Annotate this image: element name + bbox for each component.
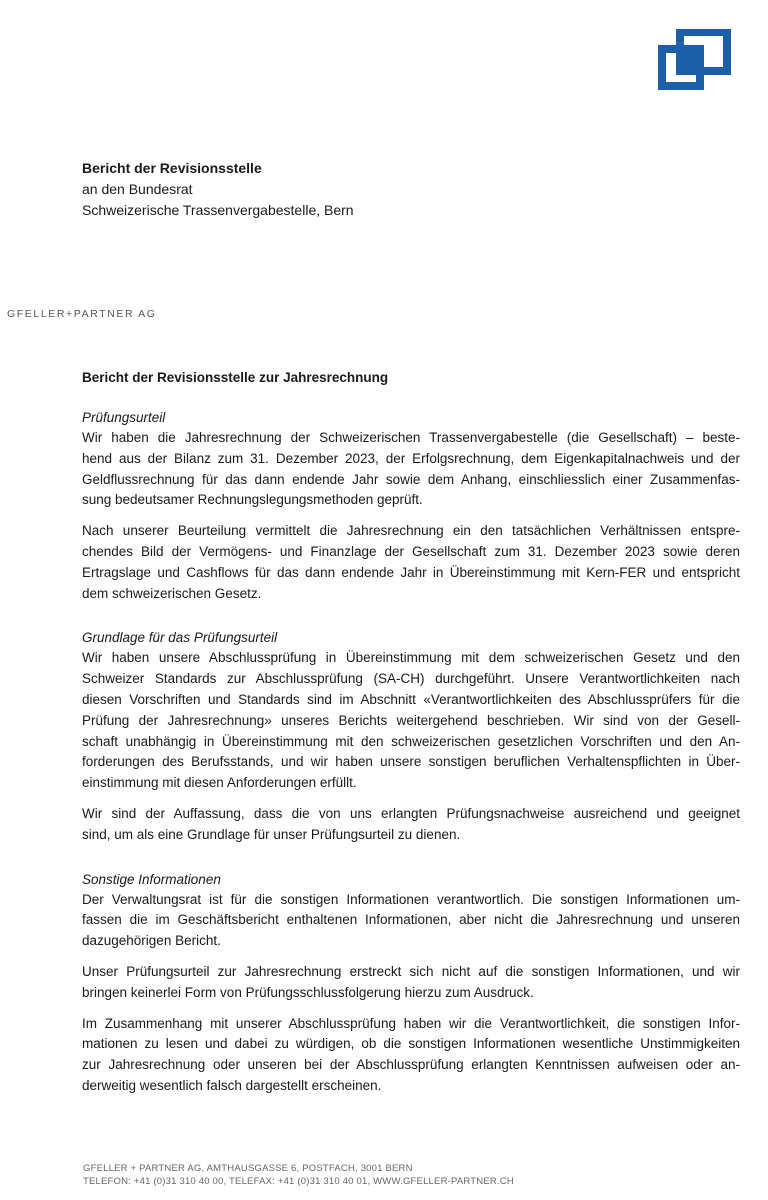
report-section xyxy=(82,627,740,868)
footer-contact: TELEFON: +41 (0)31 310 40 00, TELEFAX: +41 (0)31 310 40 01, WWW.GFELLER-PARTNER.CH xyxy=(83,1176,514,1187)
paragraph-line: schaft unabhängig in Übereinstimmung mit den schweizerischen gesetzlichen Vorschriften und den An- xyxy=(82,733,740,749)
section-spacer xyxy=(82,856,740,869)
paragraph-line: Schweizer Standards zur Abschlussprüfung (SA-CH) durchgeführt. Unsere Verantwortlichkeiten nach xyxy=(82,671,740,687)
paragraph-line: dazugehörigen Bericht. xyxy=(82,933,221,949)
paragraph-line: Ertragslage und Cashflows für das dann endende Jahr in Übereinstimmung mit Kern-FER und entspricht xyxy=(82,564,740,580)
report-section xyxy=(82,407,740,627)
gfeller-partner-logo-icon xyxy=(657,29,732,91)
paragraph-line: fassen die im Geschäftsbericht enthaltenen Informationen, aber nicht die Jahresrechnung und unseren xyxy=(82,912,740,928)
paragraph-line: Unser Prüfungsurteil zur Jahresrechnung erstreckt sich nicht auf die sonstigen Informationen, und wir xyxy=(82,963,740,979)
paragraph-line: Wir sind der Auffassung, dass die von uns erlangten Prüfungsnachweise ausreichend und geeignet xyxy=(82,805,740,821)
paragraph-line: Im Zusammenhang mit unserer Abschlussprüfung haben wir die Verantwortlichkeit, die sonstigen Infor- xyxy=(82,1015,740,1031)
address-organisation: Schweizerische Trassenvergabestelle, Bern xyxy=(82,202,354,218)
paragraph-line: derweitig wesentlich falsch dargestellt erscheinen. xyxy=(82,1077,382,1093)
section-spacer xyxy=(82,614,740,627)
paragraph xyxy=(82,1014,740,1097)
paragraph xyxy=(82,428,740,511)
paragraph-line: Wir haben unsere Abschlussprüfung in Übereinstimmung mit dem schweizerischen Gesetz und den xyxy=(82,650,740,666)
paragraph-line: chendes Bild der Vermögens- und Finanzlage der Gesellschaft zum 31. Dezember 2023 sowie deren xyxy=(82,543,740,559)
paragraph-line: Wir haben die Jahresrechnung der Schweizerischen Trassenvergabestelle (die Gesellschaft) – beste- xyxy=(82,430,740,445)
paragraph-line: mationen zu lesen und dabei zu würdigen, ob die sonstigen Informationen wesentliche Unstimmigkeiten xyxy=(82,1036,740,1052)
report-body xyxy=(82,368,740,1107)
paragraph-line: forderungen des Berufsstands, und wir haben unsere sonstigen beruflichen Verhaltenspflichten in Über- xyxy=(82,754,740,770)
paragraph-line: Geldflussrechnung für das dann endende Jahr sowie dem Anhang, einschliesslich einer Zusammenfas- xyxy=(82,471,740,487)
footer-address: GFELLER + PARTNER AG, AMTHAUSGASSE 6, POSTFACH, 3001 BERN xyxy=(83,1163,413,1174)
paragraph-line: einstimmung mit diesen Anforderungen erfüllt. xyxy=(82,775,357,791)
report-sections xyxy=(82,407,740,1097)
footer xyxy=(83,1162,514,1188)
section-heading: Grundlage für das Prüfungsurteil xyxy=(82,630,278,646)
address-title: Bericht der Revisionsstelle xyxy=(82,160,262,176)
paragraph xyxy=(82,962,740,1004)
paragraph-line: sind, um als eine Grundlage für unser Prüfungsurteil zu dienen. xyxy=(82,826,461,842)
paragraph-line: diesen Vorschriften und Standards sind im Abschnitt «Verantwortlichkeiten des Abschlussprüfers für die xyxy=(82,691,740,707)
paragraph-line: dem schweizerischen Gesetz. xyxy=(82,585,262,601)
firm-name: GFELLER+PARTNER AG xyxy=(7,308,157,320)
address-block xyxy=(82,158,354,221)
paragraph-line: zur Jahresrechnung oder unseren bei der Abschlussprüfung erlangten Kenntnissen aufweisen oder an- xyxy=(82,1057,740,1073)
paragraph xyxy=(82,804,740,846)
paragraph-line: hend aus der Bilanz zum 31. Dezember 2023, der Erfolgsrechnung, dem Eigenkapitalnachweis und der xyxy=(82,450,740,466)
report-title: Bericht der Revisionsstelle zur Jahresrechnung xyxy=(82,370,389,385)
paragraph xyxy=(82,648,740,794)
section-heading: Sonstige Informationen xyxy=(82,871,221,887)
paragraph-line: Der Verwaltungsrat ist für die sonstigen Informationen verantwortlich. Die sonstigen Informationen um- xyxy=(82,891,740,907)
section-heading: Prüfungsurteil xyxy=(82,410,166,425)
address-recipient: an den Bundesrat xyxy=(82,181,193,197)
paragraph xyxy=(82,521,740,604)
paragraph-line: sung bedeutsamer Rechnungslegungsmethoden geprüft. xyxy=(82,492,423,508)
paragraph-line: Nach unserer Beurteilung vermittelt die Jahresrechnung ein den tatsächlichen Verhältnissen entspre- xyxy=(82,523,740,539)
paragraph xyxy=(82,890,740,952)
paragraph-line: Prüfung der Jahresrechnung» unseres Berichts weitergehend beschrieben. Wir sind von der Gesell- xyxy=(82,712,740,728)
report-section xyxy=(82,869,740,1097)
paragraph-line: bringen keinerlei Form von Prüfungsschlussfolgerung hierzu zum Ausdruck. xyxy=(82,984,534,1000)
